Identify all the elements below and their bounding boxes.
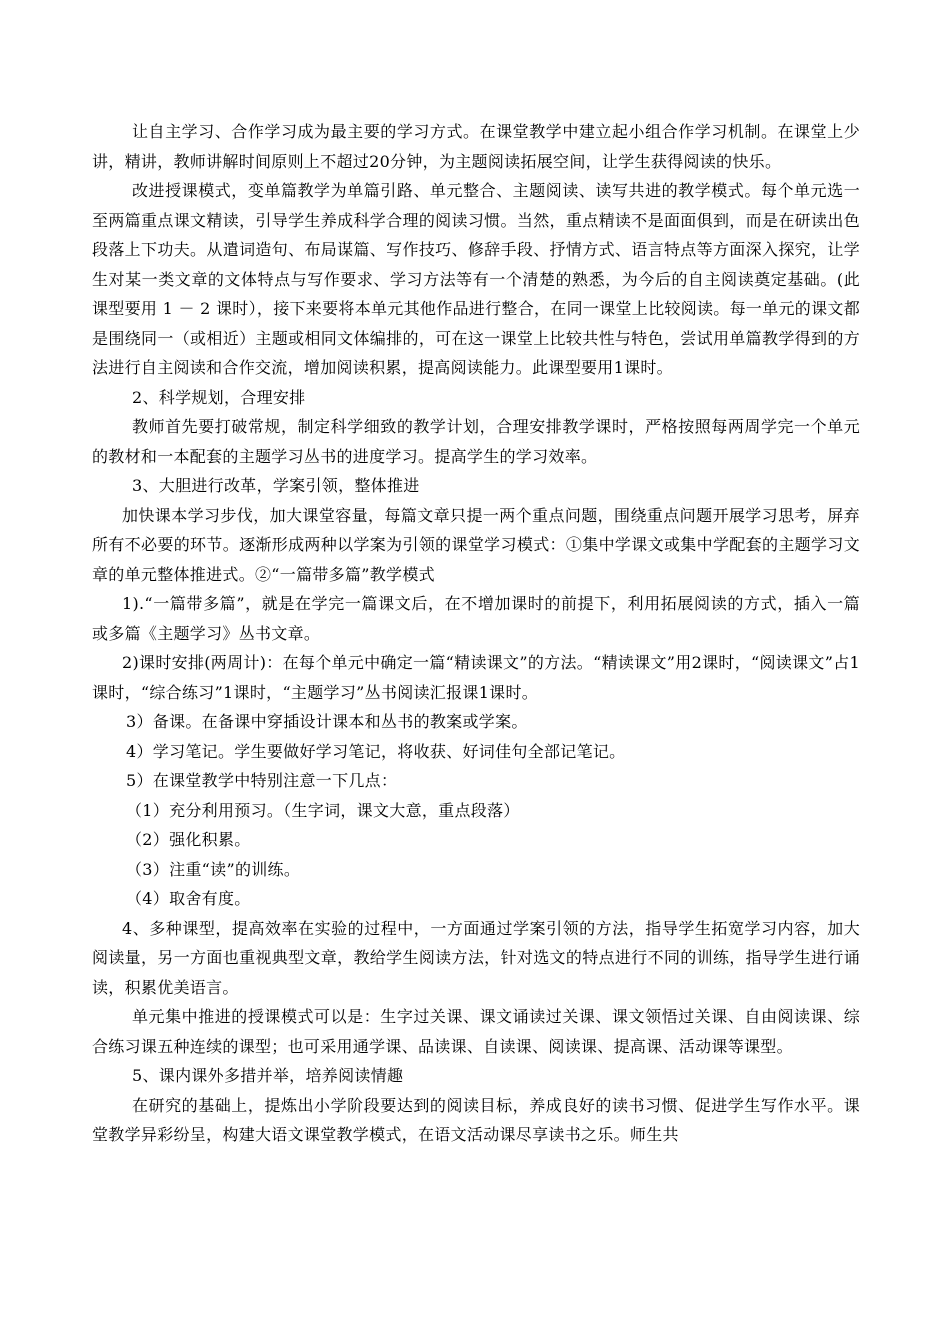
- section-heading-4: 4、多种课型，提高效率在实验的过程中，一方面通过学案引领的方法，指导学生拓宽学习内容，加大阅读量，另一方面也重视典型文章，教给学生阅读方法，针对选文的特点进行不同的训练，指导学生进行诵读，积累优美语言。: [92, 918, 860, 997]
- list-item-5: 5）在课堂教学中特别注意一下几点：: [126, 771, 398, 790]
- section-heading-3: 3、大胆进行改革，学案引领，整体推进: [132, 476, 420, 495]
- list-item-2: 2)课时安排(两周计)：在每个单元中确定一篇“精读课文”的方法。“精读课文”用2课时，“阅读课文”占1课时，“综合练习”1课时，“主题学习”丛书阅读汇报课1课时。: [92, 653, 860, 702]
- paragraph-2: 改进授课模式，变单篇教学为单篇引路、单元整合、主题阅读、读写共进的教学模式。每个单元选一至两篇重点课文精读，引导学生养成科学合理的阅读习惯。当然，重点精读不是面面俱到，而是在研读出色段落上下功夫。从遣词造句、布局谋篇、写作技巧、修辞手段、抒情方式、语言特点等方面深入探究，让学生对某一类文章的文体特点与写作要求、学习方法等有一个清楚的熟悉，为今后的自主阅读奠定基础。(此课型要用 1 － 2 课时），接下来要将本单元其他作品进行整合，在同一课堂上比较阅读。每一单元的课文都是围绕同一（或相近）主题或相同文体编排的，可在这一课堂上比较共性与特色，尝试用单篇教学得到的方法进行自主阅读和合作交流，增加阅读积累，提高阅读能力。此课型要用1课时。: [92, 181, 861, 377]
- paragraph-4: 加快课本学习步伐，加大课堂容量，每篇文章只提一两个重点问题，围绕重点问题开展学习思考，屏弃所有不必要的环节。逐渐形成两种以学案为引领的课堂学习模式：①集中学课文或集中学配套的主题学习文章的单元整体推进式。②“一篇带多篇”教学模式: [92, 505, 860, 584]
- sub-item-3: （3）注重“读”的训练。: [126, 859, 301, 879]
- section-heading-5: 5、课内课外多措并举，培养阅读情趣: [132, 1066, 404, 1085]
- section-heading-2: 2、科学规划，合理安排: [132, 387, 306, 407]
- list-item-4: 4）学习笔记。学生要做好学习笔记，将收获、好词佳句全部记笔记。: [126, 741, 626, 761]
- paragraph-5: 单元集中推进的授课模式可以是：生字过关课、课文诵读过关课、课文领悟过关课、自由阅读课、综合练习课五种连续的课型；也可采用通学课、品读课、自读课、阅读课、提高课、活动课等课型。: [92, 1007, 860, 1056]
- paragraph-1: 让自主学习、合作学习成为最主要的学习方式。在课堂教学中建立起小组合作学习机制。在课堂上少讲，精讲，教师讲解时间原则上不超过20分钟，为主题阅读拓展空间，让学生获得阅读的快乐。: [92, 122, 860, 171]
- list-item-3: 3）备课。在备课中穿插设计课本和丛书的教案或学案。: [126, 712, 528, 731]
- paragraph-6: 在研究的基础上，提炼出小学阶段要达到的阅读目标，养成良好的读书习惯、促进学生写作水平。课堂教学异彩纷呈，构建大语文课堂教学模式，在语文活动课尽享读书之乐。师生共: [92, 1095, 860, 1144]
- sub-item-2: （2）强化积累。: [126, 830, 251, 849]
- paragraph-3: 教师首先要打破常规，制定科学细致的教学计划，合理安排教学课时，严格按照每两周学完一个单元的教材和一本配套的主题学习丛书的进度学习。提高学生的学习效率。: [92, 417, 860, 466]
- document-page: [92, 117, 860, 1150]
- list-item-1: 1).“一篇带多篇”，就是在学完一篇课文后，在不增加课时的前提下，利用拓展阅读的方式，插入一篇或多篇《主题学习》丛书文章。: [92, 594, 860, 643]
- sub-item-4: （4）取舍有度。: [126, 889, 251, 908]
- sub-item-1: （1）充分利用预习。（生字词，课文大意，重点段落）: [126, 800, 520, 820]
